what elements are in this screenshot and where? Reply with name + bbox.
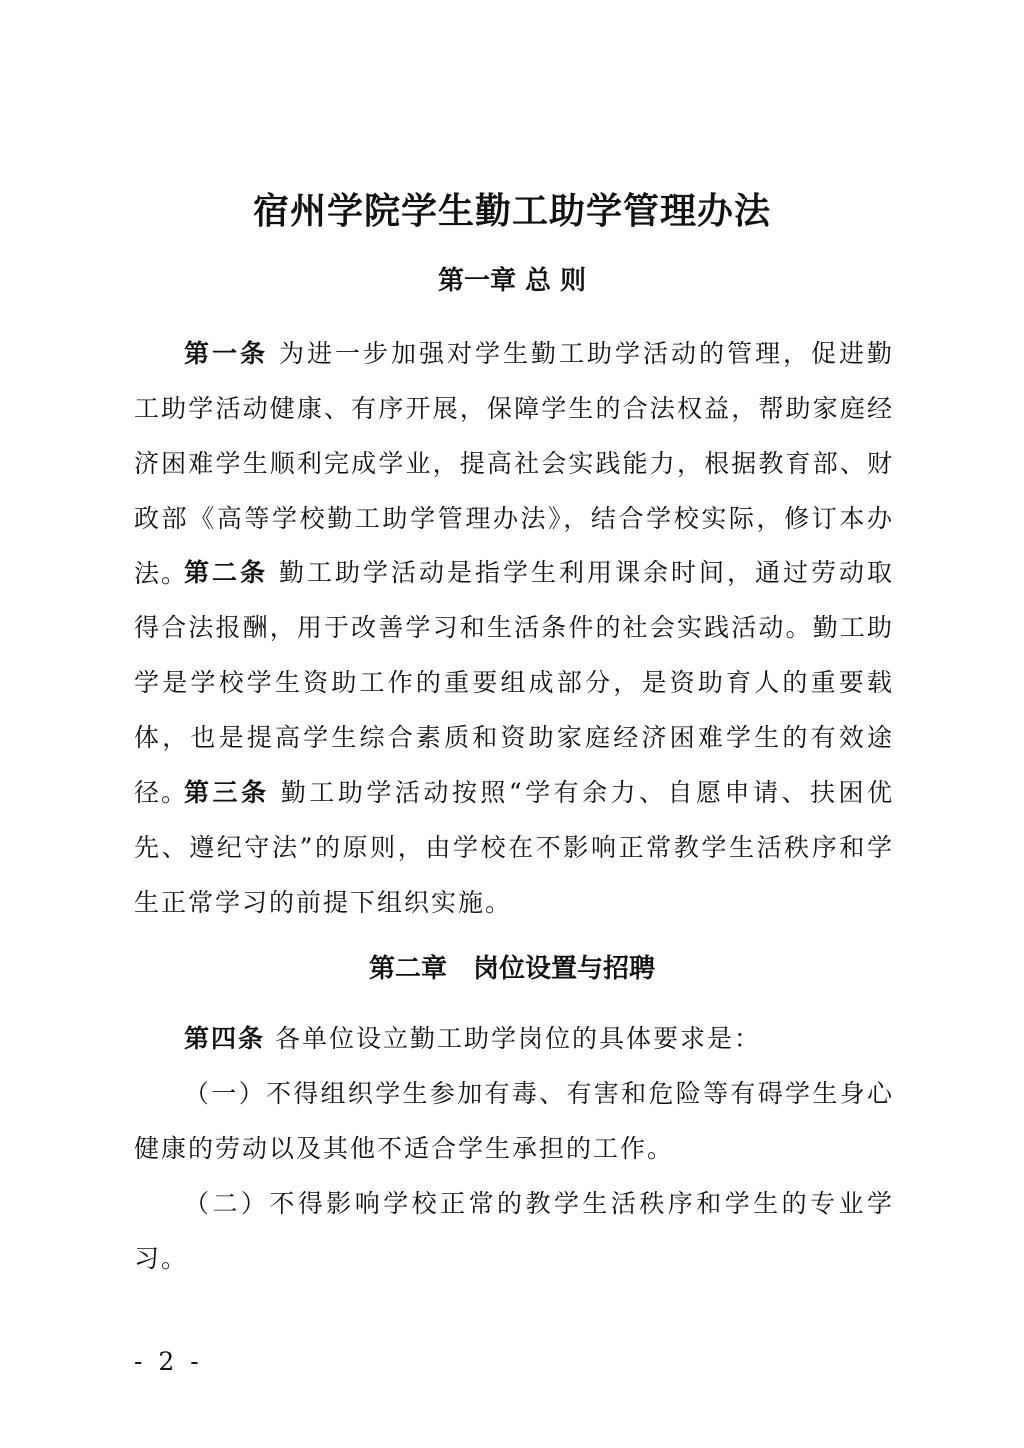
article-3-text: 勤工助学活动按照“学有余力、自愿申请、扶困优先、遵纪守法”的原则，由学校在不影响正常教学生活秩序和学生正常学习的前提下组织实施。 bbox=[134, 778, 894, 917]
article-3 bbox=[134, 765, 894, 930]
article-4-item-1: （一）不得组织学生参加有毒、有害和危险等有碍学生身心健康的劳动以及其他不适合学生承担的工作。 bbox=[134, 1079, 894, 1163]
chapter-2-heading: 第二章 岗位设置与招聘 bbox=[368, 954, 655, 984]
article-2-label: 第二条 bbox=[184, 558, 269, 587]
article-4-label: 第四条 bbox=[184, 1024, 266, 1053]
article-1-label: 第一条 bbox=[184, 339, 269, 368]
article-4-item-2: （二）不得影响学校正常的教学生活秩序和学生的专业学习。 bbox=[134, 1189, 894, 1273]
article-4-text: 各单位设立勤工助学岗位的具体要求是： bbox=[274, 1024, 761, 1053]
page-number: - 2 - bbox=[134, 1347, 203, 1376]
document-title: 宿州学院学生勤工助学管理办法 bbox=[252, 190, 771, 232]
article-1-text: 为进一步加强对学生勤工助学活动的管理，促进勤工助学活动健康、有序开展，保障学生的合法权益，帮助家庭经济困难学生顺利完成学业，提高社会实践能力，根据教育部、财政部《高等学校勤工助学管理办法》，结合学校实际，修订本办法。 bbox=[134, 339, 894, 588]
chapter-1-heading: 第一章 总 则 bbox=[437, 266, 587, 296]
article-2-text: 勤工助学活动是指学生利用课余时间，通过劳动取得合法报酬，用于改善学习和生活条件的社会实践活动。勤工助学是学校学生资助工作的重要组成部分，是资助育人的重要载体，也是提高学生综合素质和资助家庭经济困难学生的有效途径。 bbox=[134, 558, 894, 807]
article-4 bbox=[134, 1011, 894, 1066]
article-3-label: 第三条 bbox=[184, 778, 270, 807]
